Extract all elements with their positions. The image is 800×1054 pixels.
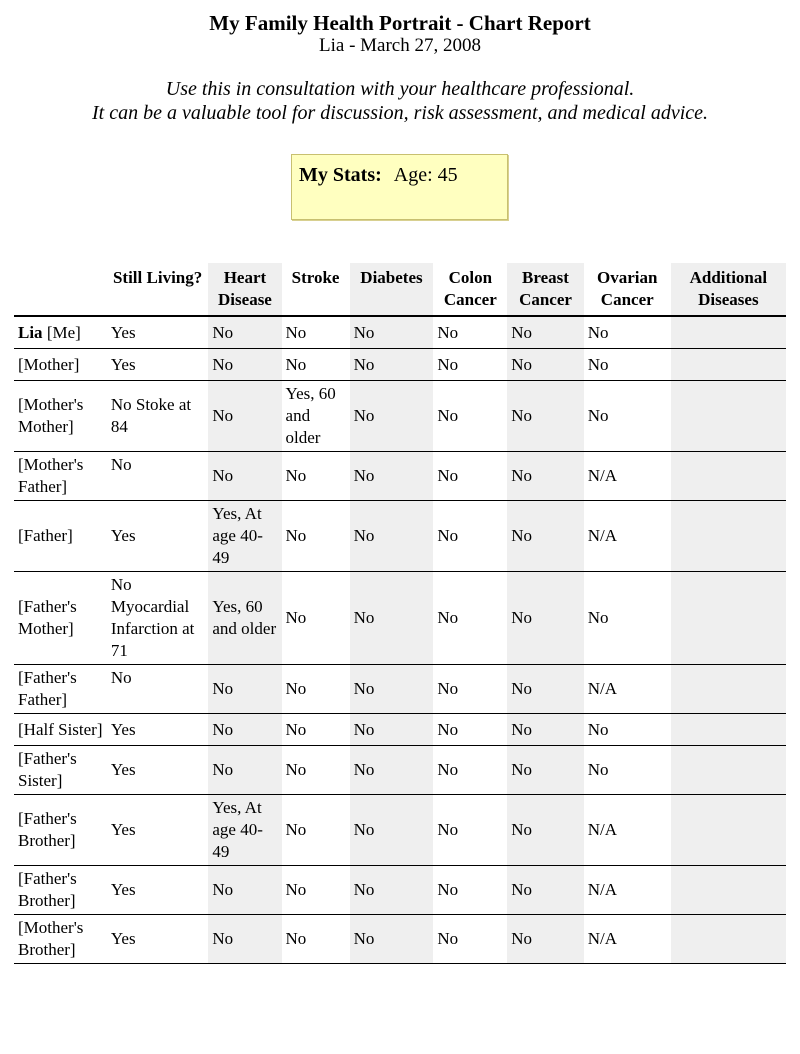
breast-cancer-cell: No xyxy=(507,866,583,915)
diabetes-cell: No xyxy=(350,795,434,866)
table-row xyxy=(14,866,786,915)
table-row xyxy=(14,452,786,501)
col-header-breast-cancer: Breast Cancer xyxy=(507,263,583,316)
still-living-cell: Yes xyxy=(107,795,209,866)
breast-cancer-cell: No xyxy=(507,501,583,572)
stroke-cell: No xyxy=(282,501,350,572)
colon-cancer-cell: No xyxy=(433,746,507,795)
page-title: My Family Health Portrait - Chart Report xyxy=(209,11,591,35)
ovarian-cancer-cell: No xyxy=(584,316,671,349)
heart-disease-cell: No xyxy=(208,866,281,915)
table-row xyxy=(14,714,786,746)
heart-disease-cell: No xyxy=(208,452,281,501)
diabetes-cell: No xyxy=(350,452,434,501)
breast-cancer-cell: No xyxy=(507,572,583,665)
breast-cancer-cell: No xyxy=(507,714,583,746)
person-cell xyxy=(14,381,107,452)
person-relation: [Me] xyxy=(46,322,81,342)
col-header-additional-diseases: Additional Diseases xyxy=(671,263,786,316)
person-relation: [Father's Mother] xyxy=(18,597,77,638)
heart-disease-cell: No xyxy=(208,665,281,714)
person-relation: [Mother's Father] xyxy=(18,455,84,496)
heart-disease-cell: No xyxy=(208,316,281,349)
still-living-cell: Yes xyxy=(107,746,209,795)
ovarian-cancer-cell: No xyxy=(584,572,671,665)
stroke-cell: Yes, 60 and older xyxy=(282,381,350,452)
person-relation: [Half Sister] xyxy=(18,719,103,739)
stroke-cell: No xyxy=(282,915,350,964)
person-cell xyxy=(14,795,107,866)
colon-cancer-cell: No xyxy=(433,915,507,964)
diabetes-cell: No xyxy=(350,915,434,964)
col-header-person xyxy=(14,263,107,316)
additional-diseases-cell xyxy=(671,665,786,714)
colon-cancer-cell: No xyxy=(433,572,507,665)
stroke-cell: No xyxy=(282,349,350,381)
ovarian-cancer-cell: No xyxy=(584,381,671,452)
person-relation: [Mother's Brother] xyxy=(18,918,84,959)
person-cell xyxy=(14,665,107,714)
diabetes-cell: No xyxy=(350,714,434,746)
breast-cancer-cell: No xyxy=(507,349,583,381)
person-relation: [Father] xyxy=(18,526,73,545)
stats-value: Age: 45 xyxy=(393,164,458,186)
still-living-cell: No Myocardial Infarction at 71 xyxy=(107,572,209,665)
table-row xyxy=(14,381,786,452)
table-row xyxy=(14,795,786,866)
stroke-cell: No xyxy=(282,316,350,349)
additional-diseases-cell xyxy=(671,795,786,866)
heart-disease-cell: No xyxy=(208,915,281,964)
note-line-2: It can be a valuable tool for discussion, risk assessment, and medical advice. xyxy=(91,102,708,124)
stroke-cell: No xyxy=(282,746,350,795)
additional-diseases-cell xyxy=(671,572,786,665)
colon-cancer-cell: No xyxy=(433,501,507,572)
breast-cancer-cell: No xyxy=(507,746,583,795)
heart-disease-cell: Yes, At age 40-49 xyxy=(208,795,281,866)
colon-cancer-cell: No xyxy=(433,665,507,714)
ovarian-cancer-cell: N/A xyxy=(584,795,671,866)
still-living-cell: Yes xyxy=(107,714,209,746)
ovarian-cancer-cell: No xyxy=(584,349,671,381)
additional-diseases-cell xyxy=(671,714,786,746)
colon-cancer-cell: No xyxy=(433,452,507,501)
table-row xyxy=(14,915,786,964)
additional-diseases-cell xyxy=(671,381,786,452)
still-living-cell: Yes xyxy=(107,349,209,381)
person-relation: [Father's Brother] xyxy=(18,809,77,850)
col-header-still-living: Still Living? xyxy=(107,263,209,316)
still-living-cell: No xyxy=(107,665,209,714)
heart-disease-cell: No xyxy=(208,349,281,381)
stroke-cell: No xyxy=(282,572,350,665)
stroke-cell: No xyxy=(282,452,350,501)
diabetes-cell: No xyxy=(350,501,434,572)
still-living-cell: Yes xyxy=(107,316,209,349)
breast-cancer-cell: No xyxy=(507,915,583,964)
breast-cancer-cell: No xyxy=(507,381,583,452)
ovarian-cancer-cell: N/A xyxy=(584,866,671,915)
ovarian-cancer-cell: No xyxy=(584,714,671,746)
ovarian-cancer-cell: N/A xyxy=(584,665,671,714)
breast-cancer-cell: No xyxy=(507,665,583,714)
additional-diseases-cell xyxy=(671,915,786,964)
person-cell xyxy=(14,866,107,915)
stroke-cell: No xyxy=(282,866,350,915)
person-cell xyxy=(14,501,107,572)
table-row xyxy=(14,349,786,381)
col-header-stroke: Stroke xyxy=(282,263,350,316)
person-relation: [Father's Brother] xyxy=(18,869,77,910)
additional-diseases-cell xyxy=(671,316,786,349)
diabetes-cell: No xyxy=(350,746,434,795)
heart-disease-cell: Yes, 60 and older xyxy=(208,572,281,665)
table-header-row xyxy=(14,263,786,316)
person-cell xyxy=(14,349,107,381)
consultation-note xyxy=(0,77,800,125)
heart-disease-cell: No xyxy=(208,714,281,746)
table-row xyxy=(14,665,786,714)
col-header-diabetes: Diabetes xyxy=(350,263,434,316)
report-header xyxy=(0,11,800,125)
additional-diseases-cell xyxy=(671,452,786,501)
person-cell xyxy=(14,452,107,501)
page-subtitle: Lia - March 27, 2008 xyxy=(319,35,481,56)
ovarian-cancer-cell: N/A xyxy=(584,915,671,964)
person-relation: [Father's Father] xyxy=(18,668,77,709)
ovarian-cancer-cell: No xyxy=(584,746,671,795)
person-cell xyxy=(14,915,107,964)
colon-cancer-cell: No xyxy=(433,349,507,381)
col-header-ovarian-cancer: Ovarian Cancer xyxy=(584,263,671,316)
heart-disease-cell: No xyxy=(208,746,281,795)
colon-cancer-cell: No xyxy=(433,866,507,915)
breast-cancer-cell: No xyxy=(507,316,583,349)
person-cell xyxy=(14,572,107,665)
diabetes-cell: No xyxy=(350,665,434,714)
person-relation: [Father's Sister] xyxy=(18,749,77,790)
additional-diseases-cell xyxy=(671,349,786,381)
my-stats-box xyxy=(291,154,508,220)
additional-diseases-cell xyxy=(671,866,786,915)
breast-cancer-cell: No xyxy=(507,795,583,866)
still-living-cell: Yes xyxy=(107,866,209,915)
still-living-cell: Yes xyxy=(107,915,209,964)
col-header-heart-disease: Heart Disease xyxy=(208,263,281,316)
col-header-colon-cancer: Colon Cancer xyxy=(433,263,507,316)
person-name: Lia xyxy=(18,322,43,342)
person-cell xyxy=(14,714,107,746)
note-line-1: Use this in consultation with your healthcare professional. xyxy=(165,78,635,100)
additional-diseases-cell xyxy=(671,501,786,572)
heart-disease-cell: No xyxy=(208,381,281,452)
still-living-cell: Yes xyxy=(107,501,209,572)
still-living-cell: No Stoke at 84 xyxy=(107,381,209,452)
ovarian-cancer-cell: N/A xyxy=(584,452,671,501)
table-row xyxy=(14,572,786,665)
colon-cancer-cell: No xyxy=(433,316,507,349)
breast-cancer-cell: No xyxy=(507,452,583,501)
ovarian-cancer-cell: N/A xyxy=(584,501,671,572)
stats-label: My Stats: xyxy=(299,164,382,186)
colon-cancer-cell: No xyxy=(433,381,507,452)
diabetes-cell: No xyxy=(350,316,434,349)
heart-disease-cell: Yes, At age 40-49 xyxy=(208,501,281,572)
stroke-cell: No xyxy=(282,665,350,714)
stroke-cell: No xyxy=(282,714,350,746)
person-cell xyxy=(14,746,107,795)
colon-cancer-cell: No xyxy=(433,795,507,866)
colon-cancer-cell: No xyxy=(433,714,507,746)
person-cell xyxy=(14,316,107,349)
stroke-cell: No xyxy=(282,795,350,866)
diabetes-cell: No xyxy=(350,381,434,452)
person-relation: [Mother's Mother] xyxy=(18,395,84,436)
additional-diseases-cell xyxy=(671,746,786,795)
health-chart-table xyxy=(14,263,786,964)
still-living-cell: No xyxy=(107,452,209,501)
person-relation: [Mother] xyxy=(18,354,80,374)
diabetes-cell: No xyxy=(350,866,434,915)
table-row xyxy=(14,746,786,795)
table-row xyxy=(14,316,786,349)
table-row xyxy=(14,501,786,572)
diabetes-cell: No xyxy=(350,349,434,381)
diabetes-cell: No xyxy=(350,572,434,665)
